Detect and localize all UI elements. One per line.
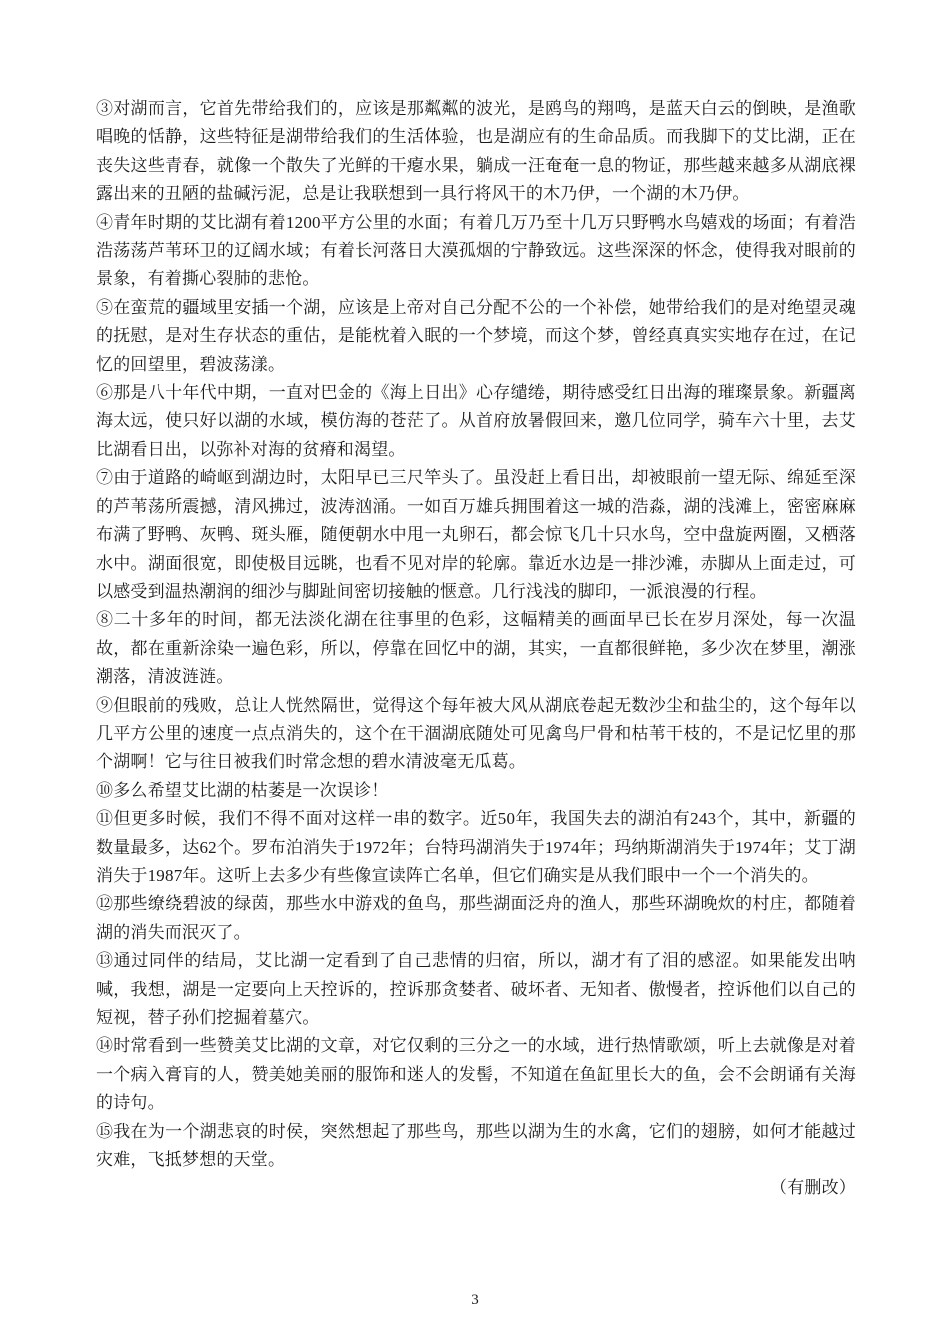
document-content <box>96 95 856 1203</box>
paragraph: ⑪但更多时候，我们不得不面对这样一串的数字。近50年，我国失去的湖泊有243个，其中，新疆的数量最多，达62个。罗布泊消失于1972年；台特玛湖消失于1974年；玛纳斯湖消失于1974年；艾丁湖消失于1987年。这听上去多少有些像宣读阵亡名单，但它们确实是从我们眼中一个一个消失的。 <box>96 809 856 885</box>
paragraph: ⑩多么希望艾比湖的枯萎是一次误诊！ <box>96 780 389 800</box>
paragraph: ⑮我在为一个湖悲哀的时侯，突然想起了那些鸟，那些以湖为生的水禽，它们的翅膀，如何才能越过灾难，飞抵梦想的天堂。 <box>96 1121 856 1170</box>
paragraph: ③对湖而言，它首先带给我们的，应该是那粼粼的波光，是鸥鸟的翔鸣，是蓝天白云的倒映，是渔歌唱晚的恬静，这些特征是湖带给我们的生活体验，也是湖应有的生命品质。而我脚下的艾比湖，正在丧失这些青春，就像一个散失了光鲜的干瘪水果，躺成一汪奄奄一息的物证，那些越来越多从湖底裸露出来的丑陋的盐碱污泥，总是让我联想到一具行将风干的木乃伊，一个湖的木乃伊。 <box>96 99 856 204</box>
paragraph: ⑫那些缭绕碧波的绿茵，那些水中游戏的鱼鸟，那些湖面泛舟的渔人，那些环湖晚炊的村庄，都随着湖的消失而泯灭了。 <box>96 894 856 942</box>
attribution-note: （有删改） <box>770 1178 856 1198</box>
paragraph: ⑥那是八十年代中期，一直对巴金的《海上日出》心存缱绻，期待感受红日出海的璀璨景象。新疆离海太远，使只好以湖的水域，模仿海的苍茫了。从首府放暑假回来，邀几位同学，骑车六十里，去艾比湖看日出，以弥补对海的贫瘠和渴望。 <box>96 383 856 459</box>
paragraph: ⑬通过同伴的结局，艾比湖一定看到了自己悲情的归宿，所以，湖才有了泪的感涩。如果能发出呐喊，我想，湖是一定要向上天控诉的，控诉那贪婪者、破坏者、无知者、傲慢者，控诉他们以自己的短视，替子孙们挖掘着墓穴。 <box>96 951 856 1027</box>
paragraph: ⑦由于道路的崎岖到湖边时，太阳早已三尺竿头了。虽没赶上看日出，却被眼前一望无际、绵延至深的芦苇荡所震撼，清风拂过，波涛汹涌。一如百万雄兵拥围着这一城的浩淼，湖的浅滩上，密密麻麻布满了野鸭、灰鸭、斑头雁，随便朝水中甩一丸卵石，都会惊飞几十只水鸟，空中盘旋两圈，又栖落水中。湖面很宽，即使极目远眺，也看不见对岸的轮廓。靠近水边是一排沙滩，赤脚从上面走过，可以感受到温热潮润的细沙与脚趾间密切接触的惬意。几行浅浅的脚印，一派浪漫的行程。 <box>96 468 856 601</box>
paragraph: ④青年时期的艾比湖有着1200平方公里的水面；有着几万乃至十几万只野鸭水鸟嬉戏的场面；有着浩浩荡荡芦苇环卫的辽阔水域；有着长河落日大漠孤烟的宁静致远。这些深深的怀念，使得我对眼前的景象，有着撕心裂肺的悲怆。 <box>96 212 856 289</box>
paragraph: ⑨但眼前的残败，总让人恍然隔世，觉得这个每年被大风从湖底卷起无数沙尘和盐尘的，这个每年以几平方公里的速度一点点消失的，这个在干涸湖底随处可见禽鸟尸骨和枯苇干枝的，不是记忆里的那个湖啊！它与往日被我们时常念想的碧水清波毫无瓜葛。 <box>96 695 856 772</box>
paragraph: ⑭时常看到一些赞美艾比湖的文章，对它仅剩的三分之一的水域，进行热情歌颂，听上去就像是对着一个病入膏肓的人，赞美她美丽的服饰和迷人的发髻，不知道在鱼缸里长大的鱼，会不会朗诵有关海的诗句。 <box>96 1036 856 1113</box>
document-body <box>96 95 856 1174</box>
paragraph: ⑤在蛮荒的疆域里安插一个湖，应该是上帝对自己分配不公的一个补偿，她带给我们的是对绝望灵魂的抚慰，是对生存状态的重估，是能枕着入眠的一个梦境，而这个梦，曾经真真实实地存在过，在记忆的回望里，碧波荡漾。 <box>96 297 856 374</box>
paragraph: ⑧二十多年的时间，都无法淡化湖在往事里的色彩，这幅精美的画面早已长在岁月深处，每一次温故，都在重新涂染一遍色彩，所以，停靠在回忆中的湖，其实，一直都很鲜艳，多少次在梦里，潮涨潮落，清波涟涟。 <box>96 610 856 687</box>
page-number: 3 <box>471 1292 479 1308</box>
